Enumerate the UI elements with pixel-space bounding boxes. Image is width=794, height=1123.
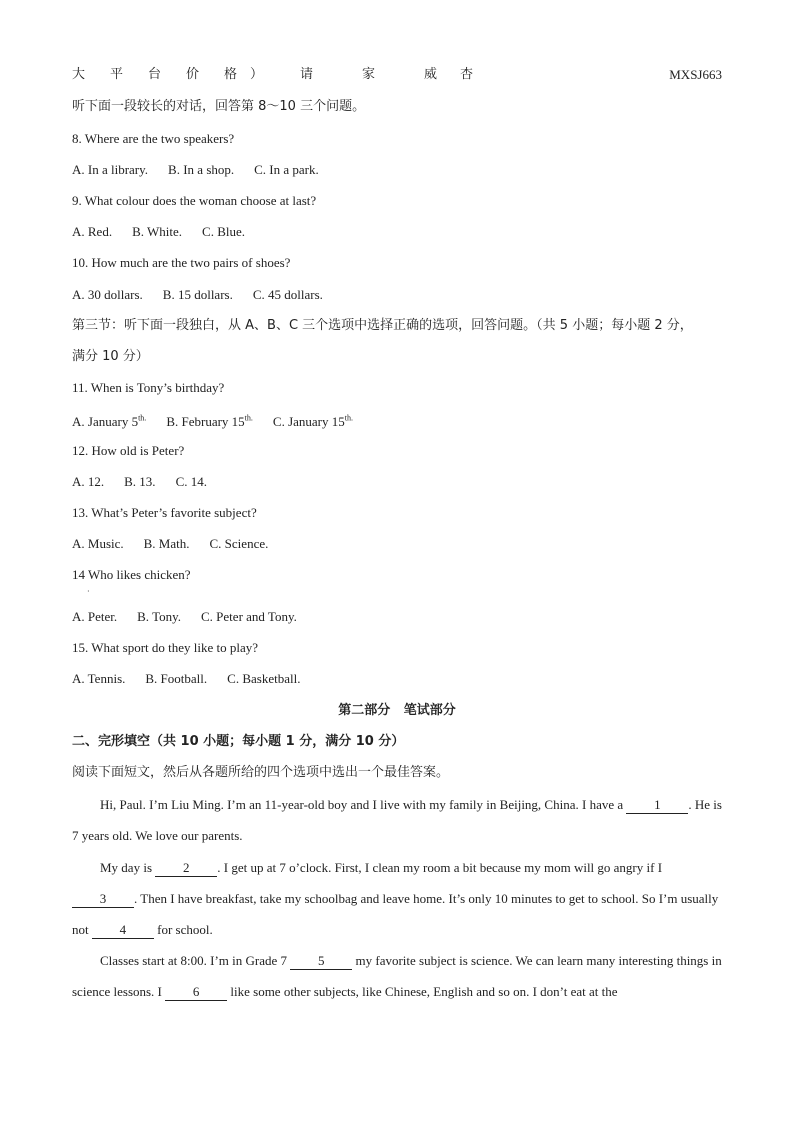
option-b: B. 15 dollars.	[162, 287, 233, 302]
option-b-text: B. February 15	[166, 414, 245, 430]
option-c: C. Science.	[209, 536, 269, 551]
cloze-instruction: 阅读下面短文，然后从各题所给的四个选项中选出一个最佳答案。	[72, 765, 450, 780]
passage-text: for school.	[153, 922, 213, 937]
question-9-stem: 9. What colour does the woman choose at last?	[72, 193, 317, 208]
question-13-stem: 13. What’s Peter’s favorite subject?	[72, 505, 257, 520]
option-a: A. 30 dollars.	[72, 287, 143, 302]
question-13-options	[72, 535, 722, 553]
part3-instruction-cont: 满分 10 分）	[72, 349, 149, 364]
passage-text: Hi, Paul. I’m Liu Ming. I’m an 11-year-old boy and I live with my family in Beijing, China. I have a	[100, 797, 627, 812]
stray-dot: ·	[87, 587, 90, 596]
part2-title: 第二部分 笔试部分	[338, 703, 456, 718]
blank-5: 5	[290, 953, 352, 970]
option-b: B. In a shop.	[168, 162, 235, 177]
question-15-stem: 15. What sport do they like to play?	[72, 640, 259, 655]
header-char: 价	[186, 67, 200, 82]
option-a-text: A. January 5	[72, 414, 139, 430]
passage-paragraph-2	[72, 852, 722, 945]
passage-text: . He is 7 years old. We love our parents.	[72, 797, 722, 843]
option-c: C. 14.	[175, 474, 207, 489]
passage-text: . Then I have breakfast, take my schoolbag and leave home. It’s only 10 minutes to get to school. So I’m usually not	[72, 891, 719, 937]
header-char: 杏	[460, 67, 474, 82]
option-b-sup: th.	[244, 414, 253, 423]
blank-2: 2	[155, 860, 217, 877]
blank-3: 3	[72, 891, 134, 908]
passage-text: Classes start at 8:00. I’m in Grade 7	[100, 953, 291, 968]
option-b	[166, 414, 253, 429]
question-9-options	[72, 223, 722, 241]
option-c: C. Blue.	[202, 224, 246, 239]
option-a: A. In a library.	[72, 162, 149, 177]
question-14-options	[72, 608, 722, 626]
option-a: A. Music.	[72, 536, 124, 551]
blank-1: 1	[626, 797, 688, 814]
option-b: B. Tony.	[137, 609, 182, 624]
question-11-stem: 11. When is Tony’s birthday?	[72, 380, 225, 395]
question-10-options	[72, 286, 722, 304]
question-12-stem: 12. How old is Peter?	[72, 443, 185, 458]
question-8-options	[72, 161, 722, 179]
option-a	[72, 414, 146, 429]
question-14-stem: 14 Who likes chicken?	[72, 567, 191, 582]
option-b: B. Math.	[143, 536, 190, 551]
passage-text: my favorite subject is science. We can learn many interesting things in science lessons. I	[72, 953, 722, 999]
option-c-text: C. January 15	[272, 414, 345, 430]
option-c: C. In a park.	[254, 162, 319, 177]
option-c: C. Peter and Tony.	[201, 609, 297, 624]
header-char: 平	[110, 67, 124, 82]
option-b: B. White.	[132, 224, 183, 239]
header-char: 请	[300, 67, 314, 82]
header-char: ）	[250, 67, 264, 82]
option-b: B. Football.	[145, 671, 208, 686]
question-12-options	[72, 473, 722, 491]
option-b: B. 13.	[124, 474, 156, 489]
passage-text: like some other subjects, like Chinese, English and so on. I don’t eat at the	[227, 984, 618, 999]
part3-instruction: 第三节：听下面一段独白，从 A、B、C 三个选项中选择正确的选项，回答问题。（共 5 小题；每小题 2 分，	[72, 318, 693, 333]
option-c-sup: th.	[344, 414, 353, 423]
header-code: MXSJ663	[669, 67, 722, 82]
passage-paragraph-1	[72, 789, 722, 851]
blank-6: 6	[165, 984, 227, 1001]
option-a: A. Tennis.	[72, 671, 126, 686]
cloze-title: 二、完形填空（共 10 小题；每小题 1 分，满分 10 分）	[72, 734, 405, 749]
header-char: 家	[362, 67, 376, 82]
section-intro: 听下面一段较长的对话，回答第 8～10 三个问题。	[72, 99, 366, 114]
question-15-options	[72, 670, 722, 688]
option-c	[273, 414, 353, 429]
question-8-stem: 8. Where are the two speakers?	[72, 131, 235, 146]
passage-text: . I get up at 7 o’clock. First, I clean my room a bit because my mom will go angry if I	[217, 860, 663, 875]
header-char: 大	[72, 67, 86, 82]
header-char: 格	[224, 67, 238, 82]
blank-4: 4	[92, 922, 154, 939]
header-char: 台	[148, 67, 162, 82]
passage-text: My day is	[100, 860, 156, 875]
option-a: A. 12.	[72, 474, 105, 489]
header-char: 威	[424, 67, 438, 82]
option-c: C. 45 dollars.	[252, 287, 323, 302]
question-10-stem: 10. How much are the two pairs of shoes?	[72, 255, 291, 270]
passage-paragraph-3	[72, 945, 722, 1007]
option-c: C. Basketball.	[227, 671, 301, 686]
question-11-options	[72, 410, 722, 431]
option-a: A. Red.	[72, 224, 113, 239]
option-a-sup: th.	[138, 414, 147, 423]
option-a: A. Peter.	[72, 609, 118, 624]
